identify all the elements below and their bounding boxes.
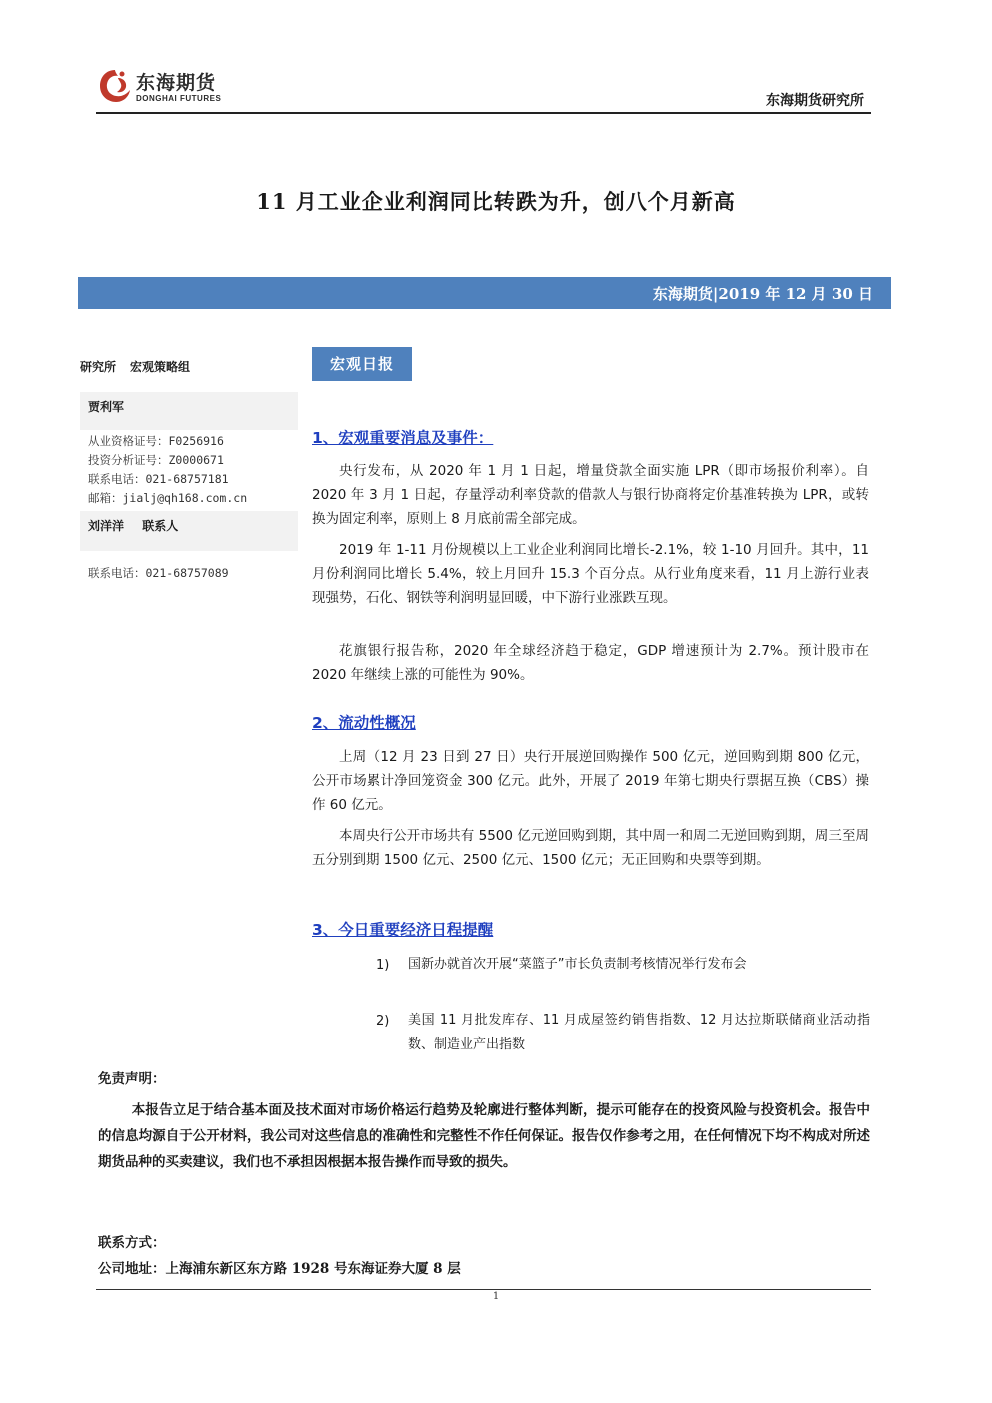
- analyst-name: 贾利军: [88, 400, 125, 414]
- list-item-number: 1): [376, 958, 390, 973]
- banner-text: 东海期货|2019 年 12 月 30 日: [652, 285, 873, 303]
- analyst-info-line: 投资分析证号：Z0000671: [88, 453, 224, 467]
- company-logo: [96, 66, 236, 110]
- company-address: 公司地址：上海浦东新区东方路 1928 号东海证券大厦 8 层: [98, 1261, 461, 1277]
- section-heading-liquidity[interactable]: 2、流动性概况: [312, 714, 416, 732]
- contact-person-role: 联系人: [142, 519, 179, 533]
- contact-person-info: [88, 564, 229, 583]
- analyst-email: 邮箱：jialj@qh168.com.cn: [88, 491, 248, 505]
- disclaimer-body: 本报告立足于结合基本面及技术面对市场价格运行趋势及轮廓进行整体判断，提示可能存在的投资风险与投资机会。报告中的信息均源自于公开材料，我公司对这些信息的准确性和完整性不作任何保证。报告仅作参考之用，在任何情况下均不构成对所述期货品种的买卖建议，我们也不承担因根据本报告操作而导致的损失。: [98, 1102, 870, 1170]
- paragraph: 本周央行公开市场共有 5500 亿元逆回购到期，其中周一和周二无逆回购到期，周三至周五分别到期 1500 亿元、2500 亿元、1500 亿元；无正回购和央票等到期。: [312, 828, 869, 868]
- section-heading-news[interactable]: 1、宏观重要消息及事件：: [312, 429, 494, 447]
- header-institute: 东海期货研究所: [766, 93, 864, 109]
- contact-person-phone: 联系电话：021-68757089: [88, 566, 229, 580]
- analyst-name-box: [80, 392, 298, 430]
- contact-person-box: [80, 511, 298, 551]
- header-divider: [96, 112, 871, 114]
- logo-chinese-name: 东海期货: [136, 72, 217, 94]
- paragraph: 2019 年 1-11 月份规模以上工业企业利润同比增长-2.1%，较 1-10 月回升。其中，11 月份利润同比增长 5.4%，较上月回升 15.3 个百分点。从行业角度来看，11 月上游行业表现强势，石化、钢铁等利润明显回暖，中下游行业涨跌互现。: [312, 542, 869, 606]
- sidebar-group-label: 宏观策略组: [130, 360, 191, 374]
- list-item: 美国 11 月批发库存、11 月成屋签约销售指数、12 月达拉斯联储商业活动指数、制造业产出指数: [408, 1013, 870, 1052]
- analyst-info-line: 从业资格证号：F0256916: [88, 434, 224, 448]
- logo-english-name: DONGHAI FUTURES: [136, 94, 222, 103]
- analyst-info: [88, 432, 247, 508]
- section-heading-calendar[interactable]: 3、今日重要经济日程提醒: [312, 921, 494, 939]
- footer-divider: [96, 1289, 871, 1290]
- paragraph: 上周（12 月 23 日到 27 日）央行开展逆回购操作 500 亿元，逆回购到期 800 亿元，公开市场累计净回笼资金 300 亿元。此外，开展了 2019 年第七期央行票据互换（CBS）操作 60 亿元。: [312, 749, 869, 813]
- paragraph: 花旗银行报告称，2020 年全球经济趋于稳定，GDP 增速预计为 2.7%。预计股市在 2020 年继续上涨的可能性为 90%。: [312, 643, 869, 683]
- report-type-tag: 宏观日报: [312, 347, 412, 381]
- sidebar-institute-label: 研究所: [80, 360, 117, 374]
- dragon-logo-icon: [96, 66, 134, 106]
- list-item-number: 2): [376, 1014, 390, 1029]
- disclaimer-heading: 免责声明：: [98, 1071, 166, 1087]
- contact-heading: 联系方式：: [98, 1235, 166, 1251]
- date-banner: [78, 277, 891, 309]
- report-title: 11 月工业企业利润同比转跌为升，创八个月新高: [256, 189, 736, 214]
- analyst-info-line: 联系电话：021-68757181: [88, 472, 229, 486]
- page-number: 1: [492, 1291, 500, 1302]
- contact-person-name: 刘洋洋: [88, 519, 125, 533]
- paragraph: 央行发布，从 2020 年 1 月 1 日起，增量贷款全面实施 LPR（即市场报价利率）。自 2020 年 3 月 1 日起，存量浮动利率贷款的借款人与银行协商将定价基准转换为 LPR，或转换为固定利率，原则上 8 月底前需全部完成。: [312, 463, 869, 527]
- list-item: 国新办就首次开展“菜篮子”市长负责制考核情况举行发布会: [408, 957, 747, 972]
- sidebar-institute: [80, 358, 298, 375]
